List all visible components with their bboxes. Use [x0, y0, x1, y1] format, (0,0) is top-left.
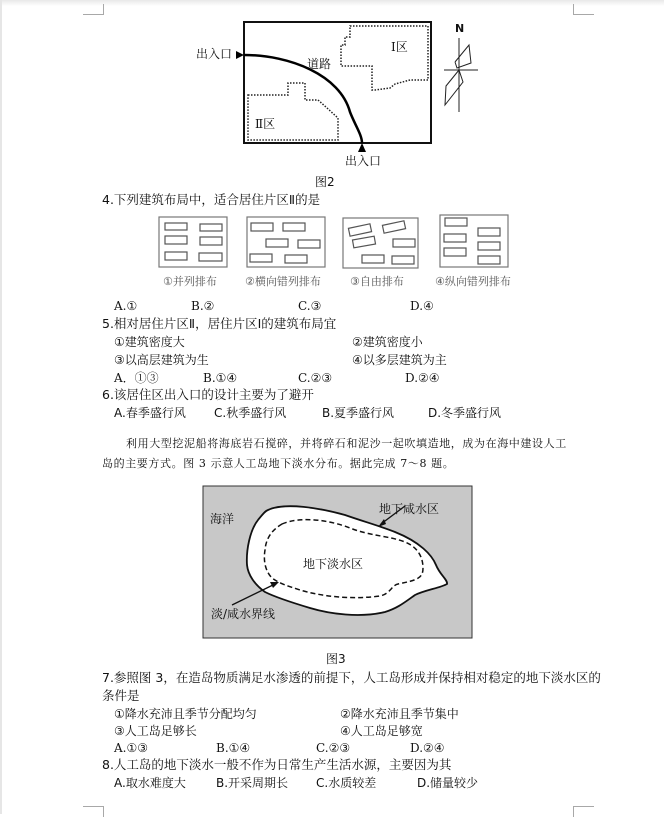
q7-option-c[interactable]: C.②③	[316, 741, 351, 755]
entrance-label-top: 出入口	[196, 47, 233, 61]
q8-option-d[interactable]: D.储量较少	[417, 776, 479, 790]
layout-2-label: ②横向错列排布	[245, 275, 321, 288]
corner-mark-bottom-right	[573, 806, 594, 817]
q6-option-b[interactable]: B.夏季盛行风	[322, 406, 395, 420]
question-4-stem: 4.下列建筑布局中，适合居住片区Ⅱ的是	[102, 192, 321, 207]
saltwater-zone-label: 地下咸水区	[379, 502, 440, 516]
q6-option-a[interactable]: A.春季盛行风	[114, 406, 186, 420]
entrance-label-bottom: 出入口	[345, 154, 382, 168]
layout-4-label: ④纵向错列排布	[435, 275, 511, 288]
q4-option-d[interactable]: D.④	[410, 299, 434, 313]
q6-option-c[interactable]: C.秋季盛行风	[214, 406, 287, 420]
q7-item-2: ②降水充沛且季节集中	[340, 707, 459, 721]
freshwater-zone-label: 地下淡水区	[303, 557, 364, 571]
q7-item-4: ④人工岛足够宽	[340, 724, 423, 738]
passage-line-1: 利用大型挖泥船将海底岩石搅碎，并将碎石和泥沙一起吹填造地，成为在海中建设人工	[126, 437, 567, 450]
ocean-label: 海洋	[210, 512, 235, 526]
question-7-stem-line-1: 7.参照图 3，在造岛物质满足水渗透的前提下，人工岛形成并保持相对稳定的地下淡水区的	[102, 670, 601, 685]
q4-option-b[interactable]: B.②	[191, 299, 215, 313]
q4-option-c[interactable]: C.③	[298, 299, 322, 313]
boundary-line-label: 淡/咸水界线	[211, 607, 276, 621]
q7-item-3: ③人工岛足够长	[114, 724, 197, 738]
figure-3-diagram	[0, 480, 664, 680]
q5-option-d[interactable]: D.②④	[405, 371, 440, 385]
q5-option-a[interactable]: A．①③	[114, 371, 159, 385]
q7-option-b[interactable]: B.①④	[216, 741, 251, 755]
question-7-stem-line-2: 条件是	[102, 688, 140, 703]
q8-option-b[interactable]: B.开采周期长	[216, 776, 289, 790]
q7-option-d[interactable]: D.②④	[410, 741, 445, 755]
q5-item-2: ②建筑密度小	[352, 335, 423, 349]
question-6-stem: 6.该居住区出入口的设计主要为了避开	[102, 387, 314, 402]
q4-option-a[interactable]: A.①	[114, 299, 138, 313]
q8-option-a[interactable]: A.取水难度大	[114, 776, 186, 790]
corner-mark-bottom-left	[83, 806, 104, 817]
q5-item-1: ①建筑密度大	[114, 335, 185, 349]
question-8-stem: 8.人工岛的地下淡水一般不作为日常生产生活水源，主要因为其	[102, 757, 452, 772]
north-label: N	[455, 22, 465, 35]
q7-item-1: ①降水充沛且季节分配均匀	[114, 707, 257, 721]
figure-3-caption: 图3	[326, 652, 346, 666]
q5-option-b[interactable]: B.①④	[203, 371, 238, 385]
q4-layout-diagrams	[0, 210, 664, 290]
passage-line-2: 岛的主要方式。图 3 示意人工岛地下淡水分布。据此完成 7～8 题。	[102, 457, 455, 470]
q6-option-d[interactable]: D.冬季盛行风	[428, 406, 502, 420]
q5-item-3: ③以高层建筑为生	[114, 353, 209, 367]
layout-1-label: ①并列排布	[163, 275, 217, 288]
q8-option-c[interactable]: C.水质较差	[316, 776, 377, 790]
zone-1-label: Ⅰ区	[391, 40, 408, 54]
q5-option-c[interactable]: C.②③	[298, 371, 333, 385]
road-label: 道路	[307, 57, 332, 71]
q7-option-a[interactable]: A.①③	[114, 741, 148, 755]
layout-3-label: ③自由排布	[350, 275, 404, 288]
zone-2-label: Ⅱ区	[255, 117, 276, 131]
question-5-stem: 5.相对居住片区Ⅱ，居住片区Ⅰ的建筑布局宜	[102, 316, 337, 331]
figure-2-caption: 图2	[315, 175, 335, 189]
q5-item-4: ④以多层建筑为主	[352, 353, 447, 367]
figure-2-diagram	[0, 0, 664, 200]
